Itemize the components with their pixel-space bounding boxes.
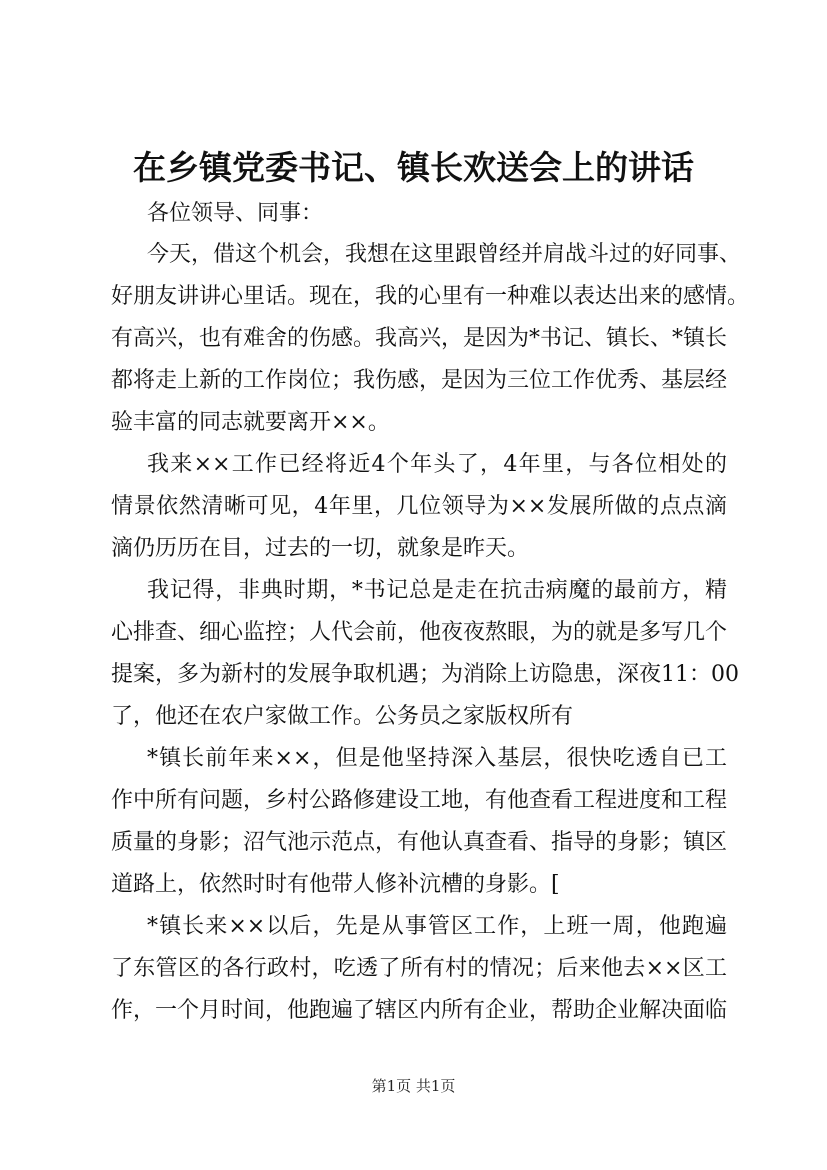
text-line: 有高兴，也有难舍的伤感。我高兴，是因为*书记、镇长、*镇长 xyxy=(111,326,728,351)
paragraph-4 xyxy=(111,738,727,906)
text-line: 滴仍历历在目，过去的一切，就象是昨天。 xyxy=(111,536,530,561)
text-line: 心排查、细心监控；人代会前，他夜夜熬眼，为的就是多写几个 xyxy=(111,620,728,645)
text-line: *镇长来××以后，先是从事管区工作，上班一周，他跑遍 xyxy=(147,914,727,939)
text-line: *镇长前年来××，但是他坚持深入基层，很快吃透自已工 xyxy=(147,746,727,771)
paragraph-1 xyxy=(111,234,750,444)
text-line: 验丰富的同志就要离开××。 xyxy=(111,410,390,435)
page-footer: 第1页 共1页 xyxy=(371,1077,456,1095)
text-line: 我来××工作已经将近4个年头了，4年里，与各位相处的 xyxy=(147,452,727,477)
paragraph-5 xyxy=(111,906,727,1032)
text-line: 情景依然清晰可见，4年里，几位领导为××发展所做的点点滴 xyxy=(111,494,727,519)
text-line: 提案，多为新村的发展争取机遇；为消除上访隐患，深夜11：00 xyxy=(111,662,739,687)
text-line: 都将走上新的工作岗位；我伤感，是因为三位工作优秀、基层经 xyxy=(111,368,728,393)
text-line: 了，他还在农户家做工作。公务员之家版权所有 xyxy=(111,704,574,729)
text-line: 作中所有问题，乡村公路修建设工地，有他查看工程进度和工程 xyxy=(111,788,728,813)
text-line: 我记得，非典时期，*书记总是走在抗击病魔的最前方，精 xyxy=(147,578,727,603)
salutation: 各位领导、同事： xyxy=(147,201,324,226)
text-line: 道路上，依然时时有他带人修补沆槽的身影。[ xyxy=(111,872,560,897)
text-line: 今天，借这个机会，我想在这里跟曾经并肩战斗过的好同事、 xyxy=(147,242,742,267)
text-line: 质量的身影；沼气池示范点，有他认真查看、指导的身影；镇区 xyxy=(111,830,728,855)
text-line: 了东管区的各行政村，吃透了所有村的情况；后来他去××区工 xyxy=(111,956,727,981)
text-line: 好朋友讲讲心里话。现在，我的心里有一种难以表达出来的感情。 xyxy=(111,284,750,309)
document-title: 在乡镇党委书记、镇长欢送会上的讲话 xyxy=(133,148,694,187)
paragraph-2 xyxy=(111,444,727,570)
text-line: 作，一个月时间，他跑遍了辖区内所有企业，帮助企业解决面临 xyxy=(111,998,728,1023)
document-body xyxy=(111,194,750,1032)
paragraph-3 xyxy=(111,570,739,738)
